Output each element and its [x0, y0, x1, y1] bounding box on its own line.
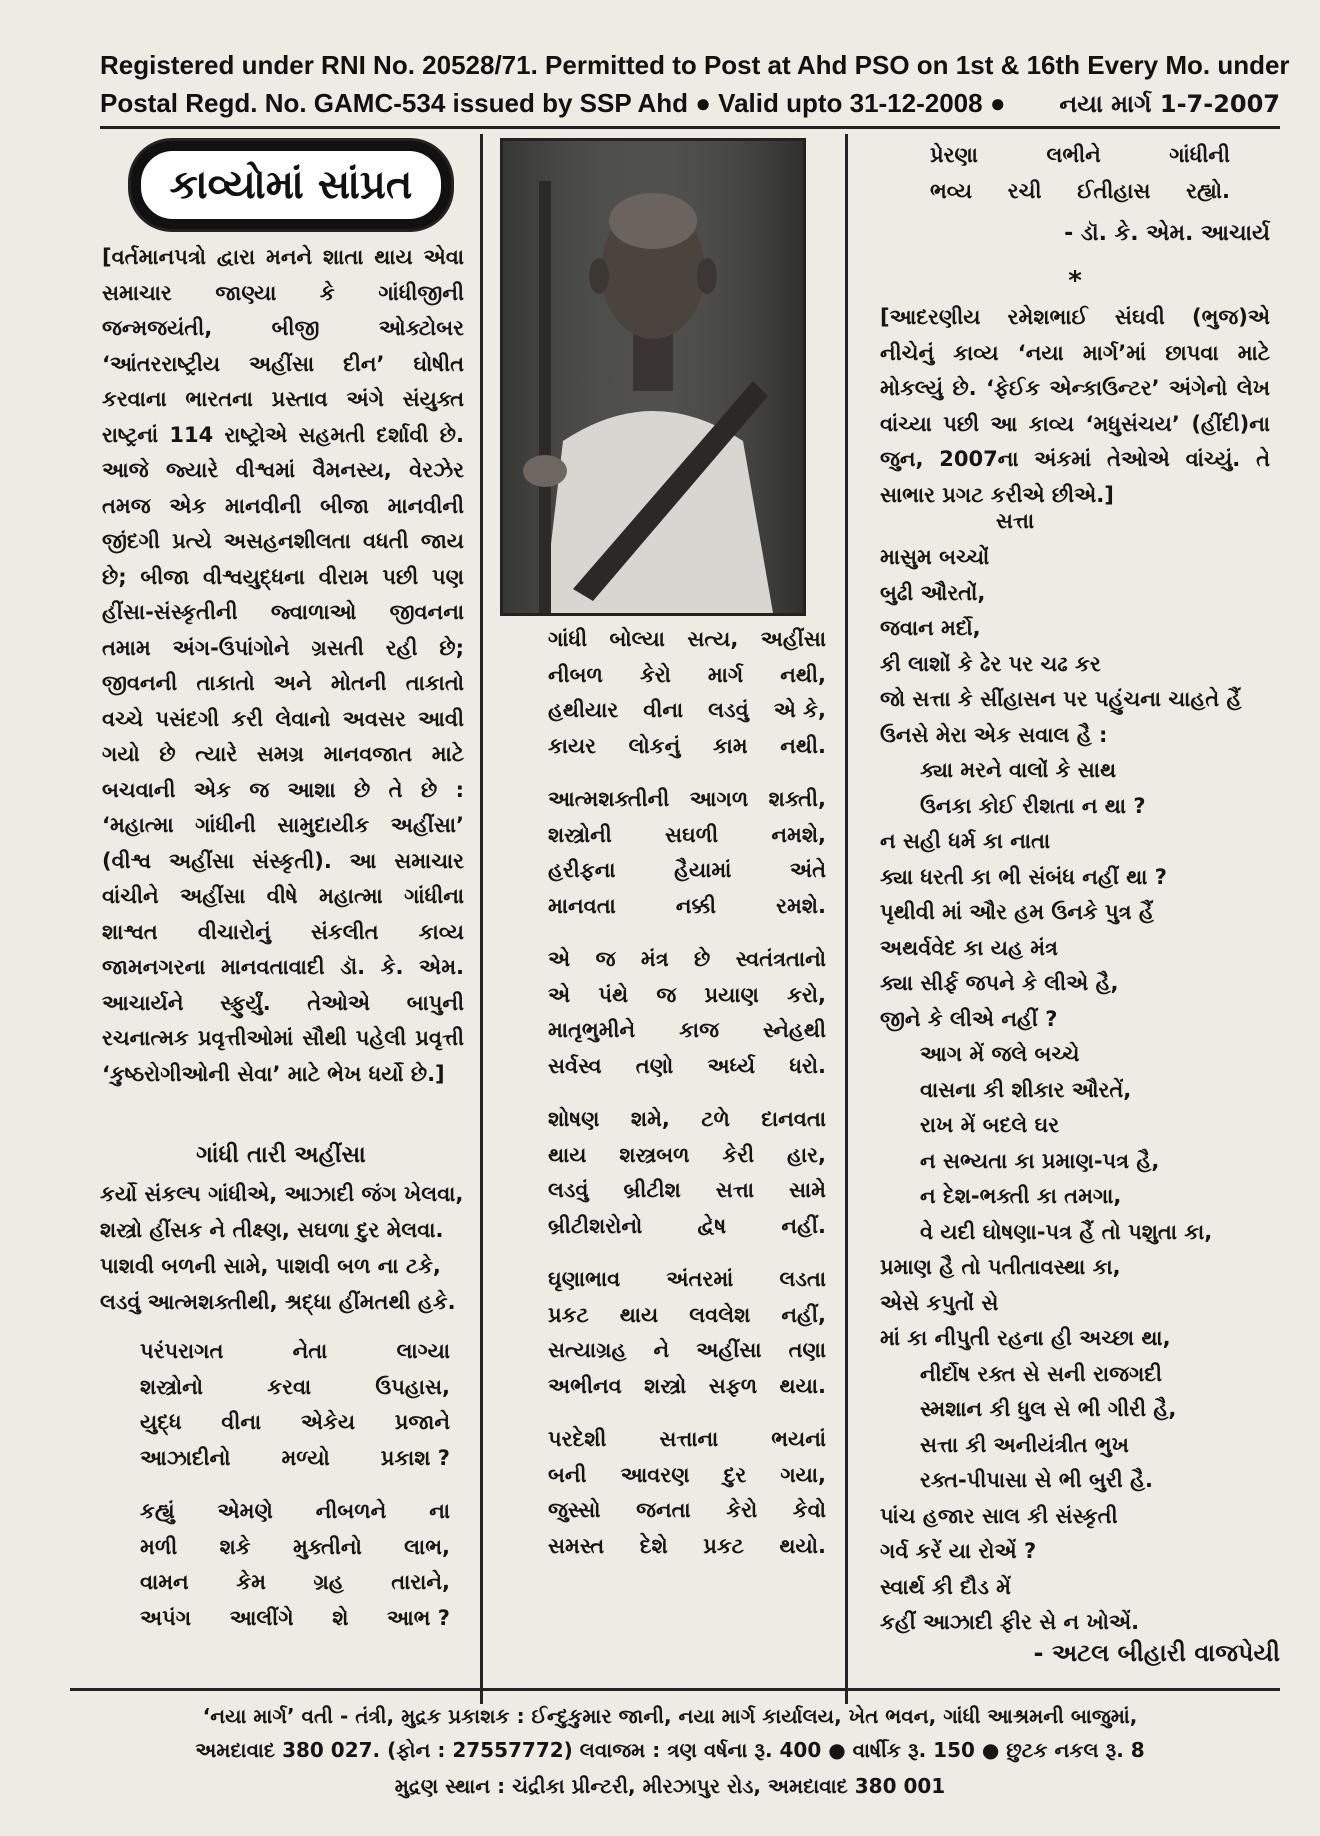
- poem-word: લડવું: [708, 698, 749, 722]
- poem-word: કાજ: [679, 1018, 719, 1042]
- poem-word: યુદ્ધ: [140, 1410, 182, 1434]
- poem-word: શસ્ત્રો: [644, 1373, 687, 1398]
- poem-line: બુઢી ઔરતોં,: [880, 580, 986, 605]
- poem-word: પ્રેરણા: [930, 143, 978, 167]
- footer-rule: [70, 1688, 1280, 1691]
- poem-word: શમે,: [630, 1107, 670, 1131]
- poem-stanza: [548, 782, 826, 924]
- poem-word: નમશે,: [771, 822, 826, 847]
- poem-word: પ્રકટ: [703, 1533, 744, 1558]
- poem-word: રમશે.: [776, 893, 826, 918]
- poem-word: કરવા: [267, 1374, 312, 1399]
- poem-stanza: [548, 1422, 826, 1564]
- poem-word: બની: [548, 1462, 587, 1487]
- poem-word: બોલ્યા: [609, 627, 665, 651]
- poem-word: આલીંગે: [229, 1605, 294, 1630]
- poem-word: થયા.: [779, 1373, 826, 1398]
- poem-line: [548, 1209, 826, 1245]
- poem-line: [140, 1405, 450, 1441]
- footer-line-3: મુદ્રણ સ્થાન : ચંદ્રીકા પ્રીન્ટરી, મીરઝાપુર રોડ, અમદાવાદ 380 001: [394, 1774, 946, 1798]
- poem-word: સ્નેહથી: [762, 1018, 826, 1042]
- poem-word: જુસ્સો: [548, 1498, 601, 1522]
- poem-word: કેરો: [639, 662, 671, 687]
- poem-word: કામ: [712, 733, 748, 758]
- poem-word: સઘળી: [665, 822, 719, 847]
- poem-word: લવલેશ: [689, 1302, 751, 1327]
- poem2-title: સત્તા: [995, 509, 1035, 533]
- poem-line: ઉનકા કોઈ રીશતા ન થા ?: [920, 793, 1146, 818]
- poem-line: [548, 889, 826, 925]
- poem-line: વાસના કી શીકાર ઔરતેં,: [920, 1077, 1132, 1102]
- poem-word: આઝાદીનો: [140, 1445, 231, 1470]
- poem-line: કર્યો સંકલ્પ ગાંધીએ, આઝાદી જંગ ખેલવા,: [100, 1182, 464, 1206]
- poem-word: દેશે: [639, 1533, 668, 1558]
- poem-word: ઘૃણાભાવ: [548, 1267, 621, 1291]
- intro-paragraph: [102, 240, 464, 1092]
- poem-word: કાયર: [548, 733, 597, 758]
- column-rule-2: [845, 134, 848, 1704]
- poem-line: [548, 622, 826, 658]
- poem-line: ગર્વ કરેં યા રોએં ?: [880, 1539, 1037, 1563]
- poem1-author: - ડૉ. કે. એમ. આચાર્ય: [1064, 221, 1270, 246]
- poem-word: નથી.: [780, 733, 826, 758]
- poem-stanza: [548, 1262, 826, 1404]
- poem-word: થયો.: [779, 1533, 826, 1558]
- poem-word: થાય: [548, 1142, 587, 1167]
- poem-word: તણો: [635, 1053, 674, 1078]
- poem-line: [548, 782, 826, 818]
- poem-word: માતૃભુમીને: [548, 1018, 636, 1042]
- poem-word: જ: [656, 982, 677, 1007]
- poem-word: ગયા,: [780, 1462, 826, 1487]
- poem-line: [548, 1049, 826, 1085]
- poem-line: [548, 818, 826, 854]
- poem-word: મંત્ર: [640, 947, 669, 971]
- poem-word: બ્રીટીશરોનો: [548, 1213, 643, 1238]
- poem-line: જવાન મર્દો,: [880, 616, 981, 640]
- poem2-author: - અટલ બીહારી વાજપેયી: [1033, 1639, 1280, 1667]
- poem-line: પાશવી બળની સામે, પાશવી બળ ના ટકે,: [100, 1254, 441, 1278]
- intro-text: [વર્તમાનપત્રો દ્વારા મનને શાતા થાય એવા સમાચાર જાણ્યા કે ગાંધીજીની જન્મજયંતી, બીજી ઓક્ટોબર ‘આંતરરાષ્ટ્રીય અહીંસા દીન’ ઘોષીત કરવાના ભારતના પ્રસ્તાવ અંગે સંયુક્ત રાષ્ટ્રનાં 114 રાષ્ટ્રોએ સહમતી દર્શાવી છે. આજે જ્યારે વીશ્વમાં વૈમનસ્ય, વેરઝેર તમજ એક માનવીની બીજા માનવીની જીંદગી પ્રત્યે અસહનશીલતા વધતી જાય છે; બીજા વીશ્વયુદ્ધના વીરામ પછી પણ હીંસા-સંસ્કૃતીની જ્વાળાઓ જીવનના તમામ અંગ-ઉપાંગોને ગ્રસતી રહી છે; જીવનની તાકાતો અને મોતની તાકાતો વચ્ચે પસંદગી કરી લેવાનો અવસર આવી ગયો છે ત્યારે સમગ્ર માનવજાત માટે બચવાની એક જ આશા છે તે છે : ‘મહાત્મા ગાંધીની સામુદાયીક અહીંસા’ (વીશ્વ અહીંસા સંસ્કૃતી). આ સમાચાર વાંચીને અહીંસા વીષે મહાત્મા ગાંધીના શાશ્વત વીચારોનું સંકલીત કાવ્ય જામનગરના માનવતાવાદી ડૉ. કે. એમ. આચાર્યને સ્ફુર્યું. તેઓએ બાપુની રચનાત્મક પ્રવૃત્તીઓમાં સૌથી પહેલી પ્રવૃત્તી ‘કુષ્ઠરોગીઓની સેવા’ માટે ભેખ ધર્યો છે.]: [102, 245, 464, 1086]
- poem1-left-stanzas: [140, 1334, 450, 1636]
- poem-word: અર્ધ્ય: [707, 1053, 756, 1078]
- poem-line: [140, 1370, 450, 1406]
- poem-line: [548, 1333, 826, 1369]
- poem-line: વે યદી ઘોષણા-પત્ર હૈં તો પશુતા કા,: [920, 1219, 1213, 1244]
- poem1-final-stanza: [930, 138, 1230, 209]
- poem-line: સ્મશાન કી ધુલ સે ભી ગીરી હૈ,: [920, 1397, 1177, 1421]
- poem-line: [548, 1458, 826, 1494]
- poem-line: ઉનસે મેરા એક સવાલ હૈ :: [880, 722, 1108, 747]
- poem-word: કેરી: [722, 1142, 755, 1167]
- poem-word: મળી: [140, 1534, 178, 1559]
- poem1-opening-stanza: [100, 1176, 472, 1320]
- poem-word: શોષણ: [548, 1107, 600, 1131]
- poem-word: શક્તી,: [768, 787, 826, 811]
- poem-word: લોકનું: [628, 733, 681, 758]
- poem-word: ભયનાં: [771, 1427, 826, 1451]
- poem-line: [548, 1369, 826, 1405]
- poem-word: આવરણ: [620, 1462, 690, 1487]
- poem-word: પંથે: [598, 982, 629, 1007]
- poem-line: માં કા નીપુતી રહના હી અચ્છા થા,: [880, 1326, 1171, 1350]
- poem-line: [140, 1601, 450, 1637]
- poem-line: [548, 1298, 826, 1334]
- poem-word: મુક્તીનો: [292, 1534, 362, 1559]
- poem-line: [548, 658, 826, 694]
- poem-line: જો સત્તા કે સીંહાસન પર પહુંચના ચાહતે હૈં: [880, 687, 1242, 711]
- poem-word: સત્ય,: [687, 627, 739, 651]
- newspaper-page: [60, 28, 1290, 1798]
- poem-word: સર્વસ્વ: [548, 1053, 602, 1078]
- poem-word: પ્રકાશ ?: [380, 1445, 450, 1470]
- poem-line: રાખ મેં બદલે ઘર: [920, 1113, 1060, 1137]
- poem-word: લડતા: [779, 1267, 826, 1291]
- poem-word: ઈતીહાસ: [1077, 178, 1151, 203]
- poem-word: અપંગ: [140, 1605, 192, 1630]
- poem-word: અંતે: [789, 858, 826, 882]
- poem-word: સત્યાગ્રહ: [548, 1338, 627, 1362]
- poem-line: શસ્ત્રો હીંસક ને તીક્ષ્ણ, સઘળા દુર મેલવા.: [100, 1218, 444, 1242]
- poem-line: [548, 942, 826, 978]
- poem-word: અહીંસા: [760, 627, 826, 651]
- poem-line: નીર્દોષ રક્ત સે સની રાજગદી: [920, 1361, 1163, 1386]
- poem-line: જીને કે લીએ નહીં ?: [880, 1006, 1058, 1031]
- poem-word: વામન: [140, 1570, 189, 1594]
- poem-word: સફળ: [708, 1373, 758, 1398]
- poem-line: [930, 138, 1230, 174]
- poem-line: [548, 853, 826, 889]
- gandhi-photo: [500, 138, 806, 616]
- poem-word: શસ્ત્રોની: [548, 822, 612, 847]
- poem-word: આભ ?: [386, 1605, 450, 1630]
- poem-word: વીના: [221, 1410, 262, 1434]
- poem-line: [548, 978, 826, 1014]
- poem-word: નક્કી: [675, 893, 717, 918]
- poem-line: [548, 1493, 826, 1529]
- poem-word: અભીનવ: [548, 1373, 622, 1398]
- poem-word: કહ્યું: [140, 1499, 175, 1523]
- poem-line: એસે કપુતોં સે: [880, 1290, 999, 1315]
- intro2-paragraph: [આદરણીય રમેશભાઈ સંઘવી (ભુજ)એ નીચેનું કાવ્ય ‘નયા માર્ગ’માં છાપવા માટે મોકલ્યું છે. ‘ફેઈક એન્કાઉન્ટર’ અંગેનો લેખ વાંચ્યા પછી આ કાવ્ય ‘મધુસંચય’ (હીંદી)ના જુન, 2007ના અંકમાં તેઓએ વાંચ્યું. તે સાભાર પ્રગટ કરીએ છીએ.]: [880, 305, 1270, 507]
- poem-word: સત્તા: [715, 1178, 754, 1202]
- poem-word: બ્રીટીશ: [623, 1178, 681, 1202]
- poem-stanza: [140, 1494, 450, 1636]
- poem-word: પ્રજાને: [394, 1410, 450, 1434]
- poem-word: હૈયામાં: [674, 858, 732, 882]
- poem-line: રક્ત-પીપાસા સે ભી બુરી હૈ.: [920, 1468, 1153, 1492]
- poem-word: તારાને,: [391, 1570, 450, 1594]
- poem-line: ક્યા ધરતી કા ભી સંબંધ નહીં થા ?: [880, 864, 1167, 889]
- poem-stanza: [140, 1334, 450, 1476]
- poem-word: પરંપરાગત: [140, 1339, 224, 1363]
- poem-word: નહીં.: [781, 1213, 826, 1238]
- poem-word: એ: [548, 947, 571, 971]
- poem-word: રહ્યો.: [1186, 178, 1230, 203]
- poem-word: જનતા: [636, 1498, 691, 1522]
- poem-stanza: [548, 942, 826, 1084]
- poem-line: ન સહી ધર્મ કા નાતા: [880, 829, 1051, 853]
- poem-word: શસ્ત્રોનો: [140, 1374, 204, 1399]
- poem-word: આત્મશક્તીની: [548, 787, 670, 811]
- poem-word: જ: [595, 947, 616, 971]
- gandhi-portrait-illustration: [503, 141, 803, 613]
- poem-line: [548, 1422, 826, 1458]
- poem-line: [548, 1262, 826, 1298]
- poem-word: લડવું: [548, 1178, 589, 1202]
- header-line-1: Registered under RNI No. 20528/71. Permitted to Post at Ahd PSO on 1st & 16th Every Mo. under: [100, 50, 1290, 80]
- poem-word: ને: [653, 1338, 670, 1362]
- poem-word: તણા: [788, 1338, 826, 1362]
- poem-word: વીના: [643, 698, 684, 722]
- poem-stanza: [548, 1102, 826, 1244]
- poem-line: ક્યા મરને વાલોં કે સાથ: [920, 758, 1117, 782]
- poem-line: [930, 174, 1230, 210]
- poem-word: સત્તાના: [659, 1427, 719, 1451]
- poem-word: અહીંસા: [696, 1338, 762, 1362]
- poem-line: [140, 1565, 450, 1601]
- poem-line: [548, 729, 826, 765]
- poem-word: લાગ્યા: [396, 1339, 450, 1363]
- poem-word: હથીયાર: [548, 698, 619, 722]
- poem-word: એમણે: [217, 1499, 273, 1523]
- column-rule-1: [480, 134, 483, 1704]
- poem-word: ગાંધી: [548, 627, 588, 651]
- poem-word: હરીફના: [548, 858, 616, 882]
- poem-line: અથર્વવેદ કા યહ મંત્ર: [880, 935, 1058, 960]
- poem-word: નહીં,: [781, 1302, 826, 1327]
- footer-line-1: ‘નયા માર્ગ’ વતી - તંત્રી, મુદ્રક પ્રકાશક : ઈન્દુકુમાર જાની, નયા માર્ગ કાર્યાલય, ખેત ભવન, ગાંધી આશ્રમની બાજુમાં,: [202, 1704, 1138, 1728]
- header-rule: [100, 126, 1280, 129]
- poem1-center-stanzas: [548, 622, 826, 1564]
- poem-stanza: [548, 622, 826, 764]
- poem1-title: ગાંધી તારી અહીંસા: [196, 1142, 366, 1168]
- poem-word: કરો,: [787, 982, 826, 1007]
- poem-line: [140, 1530, 450, 1566]
- separator-star: *: [1068, 266, 1082, 296]
- poem-line: લડવું આત્મશક્તીથી, શ્રદ્ધા હીંમતથી હકે.: [100, 1290, 456, 1314]
- poem-word: સામે: [789, 1178, 826, 1202]
- poem-word: સમસ્ત: [548, 1533, 605, 1558]
- poem-word: રચી: [1007, 178, 1042, 203]
- poem-word: દાનવતા: [761, 1107, 826, 1131]
- poem-line: ક્યા સીર્ફ જપને કે લીએ હૈ,: [880, 971, 1119, 995]
- poem-word: એકેય: [300, 1410, 356, 1434]
- poem-line: પાંચ હજાર સાલ કી સંસ્કૃતી: [880, 1503, 1118, 1528]
- header-line-2: Postal Regd. No. GAMC-534 issued by SSP Ahd ● Valid upto 31-12-2008 ●: [100, 88, 1006, 118]
- poem-line: [548, 1529, 826, 1565]
- poem-word: છે: [694, 947, 711, 971]
- poem-line: [140, 1441, 450, 1477]
- poem-line: ન દેશ-ભક્તી કા તમગા,: [920, 1184, 1122, 1208]
- poem-word: કેરો: [726, 1498, 758, 1522]
- section-title: કાવ્યોમાં સાંપ્રત: [139, 149, 443, 221]
- poem-line: પૃથીવી માં ઔર હમ ઉનકે પુત્ર હૈં: [880, 900, 1154, 924]
- poem-word: પ્રયાણ: [704, 982, 759, 1007]
- poem-line: [548, 1138, 826, 1174]
- poem2-body: [880, 540, 1270, 1641]
- poem-word: એ: [548, 982, 571, 1007]
- poem-line: કહીં આઝાદી ફીર સે ન ખોએં.: [880, 1610, 1140, 1634]
- poem-word: લાભ,: [404, 1534, 450, 1559]
- poem-word: ગ્રહ: [313, 1570, 344, 1594]
- poem-line: [140, 1494, 450, 1530]
- poem-word: ગાંધીની: [1169, 143, 1230, 167]
- poem-word: દુર: [723, 1462, 747, 1487]
- poem-word: પ્રકટ: [548, 1302, 589, 1327]
- poem-word: સ્વતંત્રતાનો: [735, 947, 826, 971]
- poem-word: માનવતા: [548, 893, 616, 918]
- poem-word: કેમ: [236, 1570, 266, 1594]
- poem-line: સ્વાર્થ કી દૌડ મેં: [880, 1574, 1011, 1599]
- poem-word: ધરો.: [789, 1053, 826, 1078]
- poem-word: ના: [429, 1499, 450, 1523]
- poem-word: નેતા: [292, 1339, 328, 1363]
- poem-line: [548, 1173, 826, 1209]
- poem-word: નીબળ: [548, 662, 603, 687]
- poem-word: કેવો: [792, 1498, 826, 1522]
- poem-line: [548, 1102, 826, 1138]
- poem-line: [140, 1334, 450, 1370]
- poem-line: કી લાશોં કે ઢેર પર ચઢ કર: [880, 651, 1101, 676]
- poem-line: આગ મેં જલે બચ્ચે: [920, 1042, 1080, 1066]
- poem-line: [548, 1013, 826, 1049]
- poem-word: ટળે: [701, 1107, 730, 1131]
- poem-word: થાય: [619, 1302, 659, 1327]
- poem-word: ઉપહાસ,: [375, 1374, 450, 1399]
- poem-word: માર્ગ: [707, 662, 744, 687]
- poem-word: દ્વેષ: [697, 1213, 727, 1238]
- poem-word: આગળ: [689, 787, 749, 811]
- poem-word: નીબળને: [315, 1499, 387, 1523]
- poem-word: હાર,: [787, 1142, 826, 1167]
- poem-word: નથી,: [780, 662, 826, 687]
- poem-line: માસુમ બચ્ચોં: [880, 545, 990, 569]
- footer-line-2: અમદાવાદ 380 027. (ફોન : 27557772) લવાજમ : ત્રણ વર્ષના રૂ. 400 ● વાર્ષીક રૂ. 150 ● છુટક નકલ રૂ. 8: [195, 1738, 1145, 1762]
- poem-line: [548, 693, 826, 729]
- poem-word: મળ્યો: [281, 1445, 330, 1470]
- poem-word: શકે: [219, 1534, 251, 1559]
- header-date: નયા માર્ગ 1-7-2007: [1059, 90, 1280, 118]
- poem-word: ભવ્ય: [930, 178, 973, 203]
- poem-line: ન સભ્યતા કા પ્રમાણ-પત્ર હૈ,: [920, 1148, 1160, 1173]
- poem-word: અંતરમાં: [666, 1267, 734, 1291]
- poem-word: એ કે,: [773, 698, 826, 722]
- poem-word: લભીને: [1046, 143, 1101, 167]
- poem-line: પ્રમાણ હૈ તો પતીતાવસ્થા કા,: [880, 1255, 1121, 1279]
- section-title-badge: [128, 138, 454, 232]
- poem-word: પરદેશી: [548, 1427, 607, 1451]
- poem-line: સત્તા કી અનીયંત્રીત ભુખ: [920, 1432, 1129, 1457]
- poem-word: શે: [332, 1605, 349, 1630]
- poem-word: શસ્ત્રબળ: [619, 1142, 690, 1167]
